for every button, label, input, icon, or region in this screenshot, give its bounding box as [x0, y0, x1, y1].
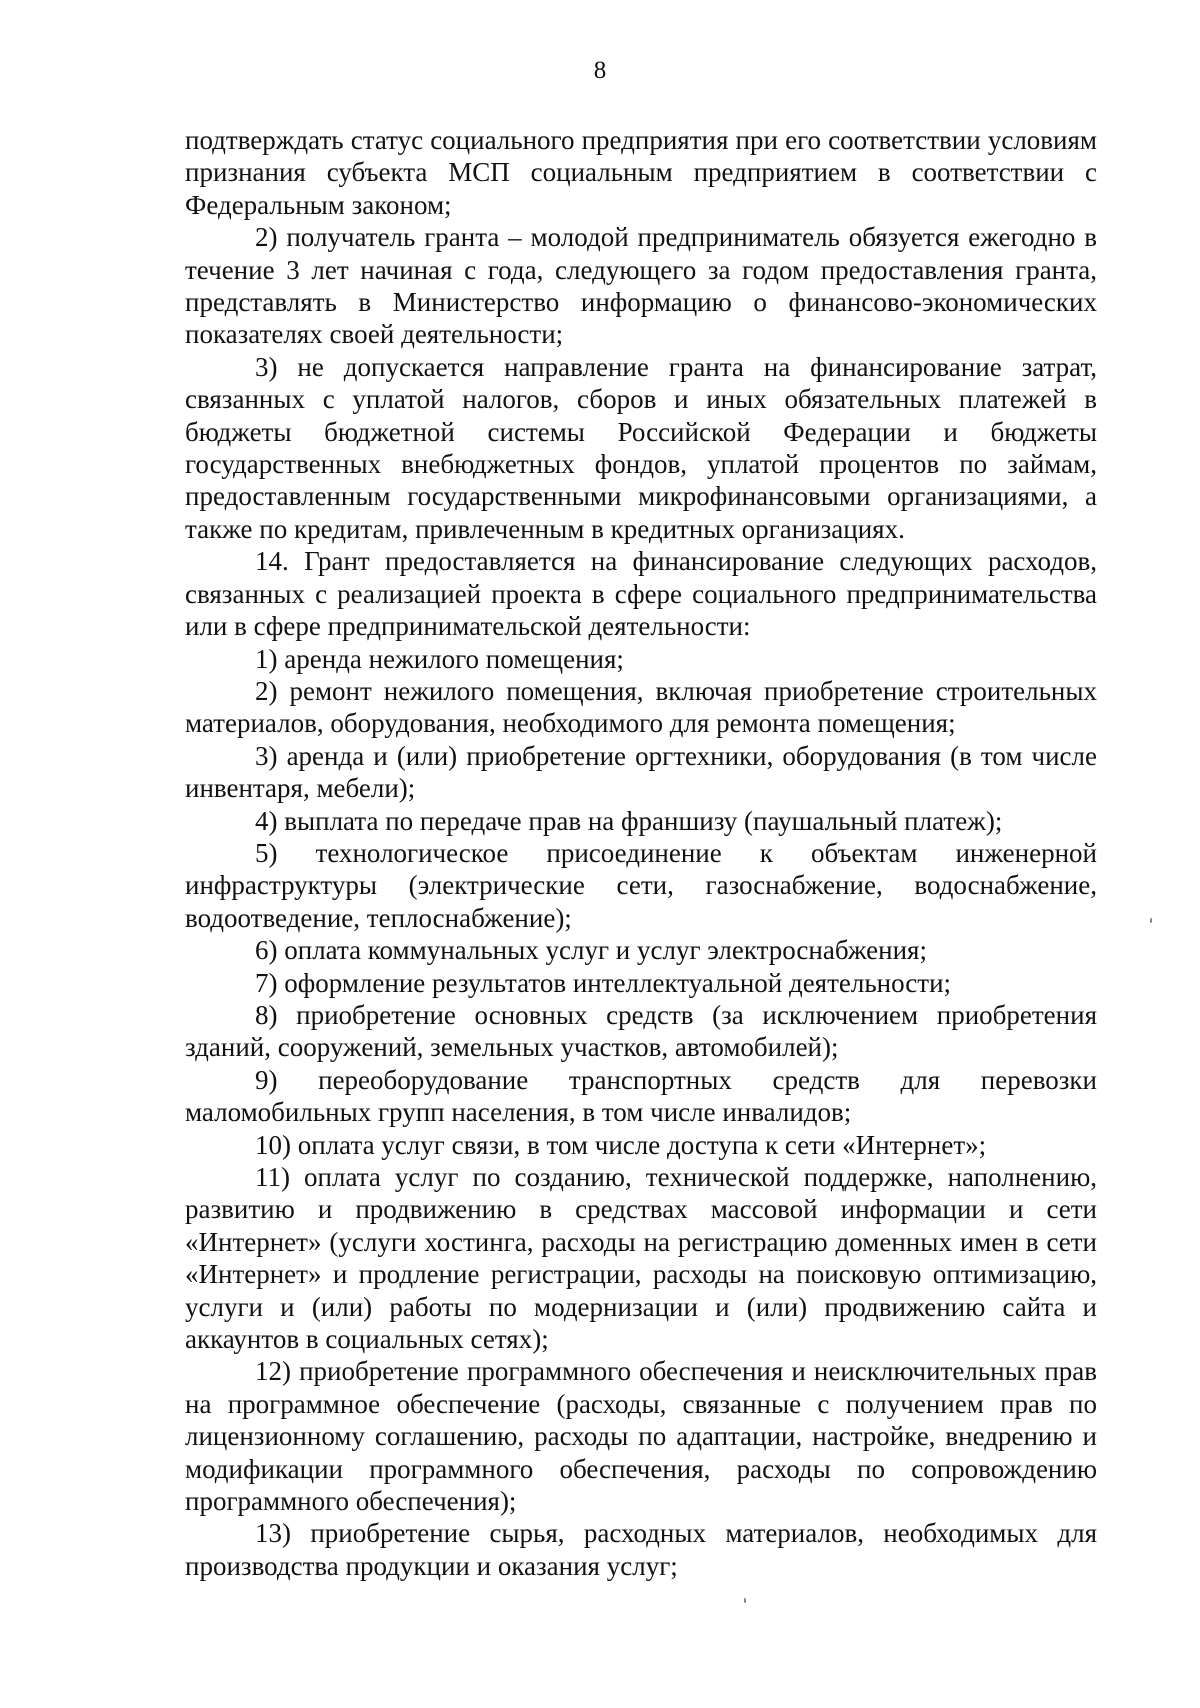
document-body: [185, 124, 1097, 1582]
list-item-7: 7) оформление результатов интеллектуальной деятельности;: [255, 967, 952, 998]
list-item-2: 2) ремонт нежилого помещения, включая приобретение строительных материалов, оборудования, необходимого для ремонта помещения;: [185, 675, 1097, 739]
list-item-3: 3) аренда и (или) приобретение оргтехники, оборудования (в том числе инвентаря, мебели);: [185, 740, 1097, 804]
paragraph-item-2-obligation: 2) получатель гранта – молодой предприниматель обязуется ежегодно в течение 3 лет начиная с года, следующего за годом предоставления гранта, представлять в Министерство информацию о финансово-экономических показателях своей деятельности;: [185, 222, 1097, 350]
list-item-9: 9) переоборудование транспортных средств для перевозки маломобильных групп населения, в том числе инвалидов;: [185, 1064, 1097, 1128]
page-number: 8: [593, 57, 607, 84]
list-item-5: 5) технологическое присоединение к объектам инженерной инфраструктуры (электрические сети, газоснабжение, водоснабжение, водоотведение, теплоснабжение);: [185, 837, 1097, 933]
scan-speck: [1150, 918, 1152, 923]
list-item-12: 12) приобретение программного обеспечения и неисключительных прав на программное обеспечение (расходы, связанные с получением прав по лицензионному соглашению, расходы по адаптации, настройке, внедрению и модификации программного обеспечения, расходы по сопровождению программного обеспечения);: [185, 1356, 1097, 1517]
list-item-13: 13) приобретение сырья, расходных материалов, необходимых для производства продукции и оказания услуг;: [185, 1518, 1097, 1581]
list-item-10: 10) оплата услуг связи, в том числе доступа к сети «Интернет»;: [255, 1129, 987, 1160]
list-item-4: 4) выплата по передаче прав на франшизу (паушальный платеж);: [255, 805, 1003, 836]
list-item-1: 1) аренда нежилого помещения;: [255, 643, 624, 674]
scan-speck: [744, 1598, 746, 1603]
list-item-8: 8) приобретение основных средств (за исключением приобретения зданий, сооружений, земельных участков, автомобилей);: [185, 999, 1097, 1063]
paragraph-item-3-restriction: 3) не допускается направление гранта на финансирование затрат, связанных с уплатой налогов, сборов и иных обязательных платежей в бюджеты бюджетной системы Российской Федерации и бюджеты государственных внебюджетных фондов, уплатой процентов по займам, предоставленным государственными микрофинансовыми организациями, а также по кредитам, привлеченным в кредитных организациях.: [185, 351, 1097, 544]
paragraph-clause-14: 14. Грант предоставляется на финансирование следующих расходов, связанных с реализацией проекта в сфере социального предпринимательства или в сфере предпринимательской деятельности:: [185, 546, 1097, 642]
list-item-11: 11) оплата услуг по созданию, технической поддержке, наполнению, развитию и продвижению в средствах массовой информации и сети «Интернет» (услуги хостинга, расходы на регистрацию доменных имен в сети «Интернет» и продление регистрации, расходы на поисковую оптимизацию, услуги и (или) работы по модернизации и (или) продвижению сайта и аккаунтов в социальных сетях);: [185, 1162, 1097, 1355]
paragraph-continuation: подтверждать статус социального предприятия при его соответствии условиям признания субъекта МСП социальным предприятием в соответствии с Федеральным законом;: [185, 125, 1097, 220]
list-item-6: 6) оплата коммунальных услуг и услуг электроснабжения;: [255, 935, 927, 966]
